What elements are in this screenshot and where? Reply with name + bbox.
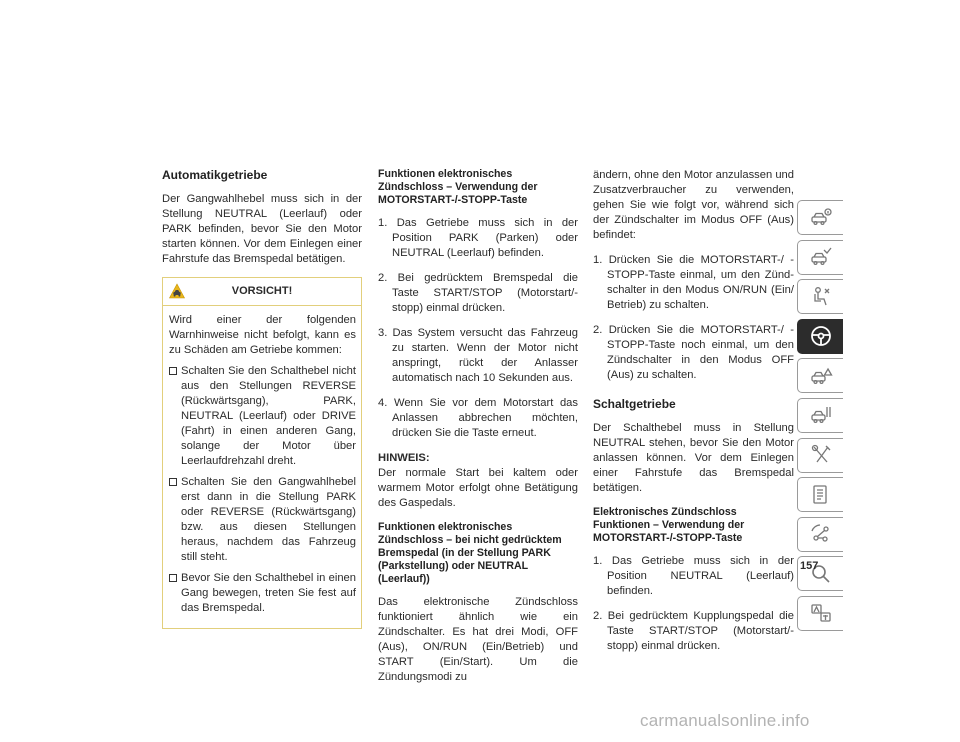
tab-languages[interactable]: [797, 596, 843, 631]
warning-bullet: Schalten Sie den Gangwahlhebel erst dann in die Stellung PARK oder REVERSE (Rückwärtsgang) bzw. aus diesen Stellungen heraus, nachdem das Fahrzeug still steht.: [169, 475, 356, 565]
languages-icon: [809, 601, 833, 625]
paragraph-ignition: Das elektronische Zündschloss funktioniert ähnlich wie ein Zündschalter. Es hat drei Modi, OFF (Aus), ON/RUN (Ein/Betrieb) und START (Ein/Start). Um die Zündungsmodi zu: [378, 596, 578, 683]
warning-bullet: Bevor Sie den Schalthebel in einen Gang bewegen, treten Sie fest auf das Bremspedal.: [169, 571, 356, 616]
tab-wrench[interactable]: [797, 438, 843, 473]
note-text: Der normale Start bei kaltem oder warmem Motor erfolgt ohne Betätigung des Gaspedals.: [378, 467, 578, 509]
list-item: 2. Bei gedrücktem Kupplungspedal die Taste START/STOP (Motorstart/-stopp) einmal drücken.: [593, 610, 794, 652]
warning-intro: Wird einer der folgenden Warnhinweise nicht befolgt, kann es zu Schäden am Getriebe kommen:: [169, 314, 356, 356]
tab-car-check[interactable]: [797, 240, 843, 275]
list-icon: [809, 483, 833, 507]
car-info-icon: [809, 206, 833, 230]
tab-car-info[interactable]: [797, 200, 843, 235]
list-item: 1. Das Getriebe muss sich in der Position NEUTRAL (Leerlauf) befinden.: [593, 555, 794, 597]
list-item: 2. Drücken Sie die MOTORSTART-/ -STOPP-Taste noch einmal, um den Zündschalter in den Modus OFF (Aus) zu schalten.: [593, 324, 794, 381]
list-item: 1. Das Getriebe muss sich in der Position PARK (Parken) oder NEUTRAL (Leerlauf) befinden.: [378, 217, 578, 259]
page-number: 157: [800, 560, 819, 572]
tab-steering-wheel[interactable]: [797, 319, 843, 354]
warning-body: [163, 306, 361, 628]
paragraph-automatik: Der Gangwahlhebel muss sich in der Stellung NEUTRAL (Leerlauf) oder PARK befinden, bevor Sie den Motor starten können. Vor dem Einlegen einer Fahrstufe das Bremspedal betätigen.: [162, 193, 362, 265]
heading-automatikgetriebe: Automatikgetriebe: [162, 168, 268, 182]
person-seat-icon: [809, 285, 833, 309]
paragraph-continued: ändern, ohne den Motor anzulassen und Zusatzverbraucher zu verwenden, gehen Sie wie folgt vor, während sich der Zündschalter im Modus OFF (Aus) befindet:: [593, 169, 794, 241]
column-2: [378, 168, 578, 695]
checkbox-bullet-icon: [169, 478, 177, 486]
car-warning-icon: [809, 364, 833, 388]
car-service-icon: [809, 403, 833, 427]
car-check-icon: [809, 245, 833, 269]
tab-list[interactable]: [797, 477, 843, 512]
steering-wheel-icon: [809, 324, 833, 348]
list-item: 3. Das System versucht das Fahrzeug zu starten. Wenn der Motor nicht anspringt, rückt der Anlasser automatisch nach 10 Sekunden aus.: [378, 327, 578, 384]
wrench-icon: [809, 443, 833, 467]
network-icon: [809, 522, 833, 546]
tab-person-seat[interactable]: [797, 279, 843, 314]
heading-start-stop: Funktionen elektronisches Zündschloss – Verwendung der MOTORSTART-/-STOPP-Taste: [378, 168, 538, 206]
list-item: 2. Bei gedrücktem Bremspedal die Taste START/STOP (Motorstart/-stopp) einmal drücken.: [378, 272, 578, 314]
warning-car-icon: [169, 283, 185, 299]
list-item: 1. Drücken Sie die MOTORSTART-/ -STOPP-Taste einmal, um den Zündschalter in den Modus ON/RUN (Ein/ Betrieb) zu schalten.: [593, 254, 794, 311]
note: [378, 451, 578, 511]
tab-network[interactable]: [797, 517, 843, 552]
tab-car-service[interactable]: [797, 398, 843, 433]
warning-bullet: Schalten Sie den Schalthebel nicht aus den Stellungen REVERSE (Rückwärtsgang), PARK, NEUTRAL (Leerlauf) oder DRIVE (Fahrt) in einen anderen Gang, solange der Motor über Leerlaufdrehzahl dreht.: [169, 364, 356, 469]
heading-manual-start-stop: Elektronisches Zündschloss Funktionen – Verwendung der MOTORSTART-/-STOPP-Taste: [593, 506, 745, 544]
warning-box: [162, 277, 362, 629]
list-item: 4. Wenn Sie vor dem Motorstart das Anlassen abbrechen möchten, drücken Sie die Taste erneut.: [378, 397, 578, 439]
column-1: [162, 168, 362, 629]
warning-header: [163, 278, 361, 306]
checkbox-bullet-icon: [169, 367, 177, 375]
checkbox-bullet-icon: [169, 574, 177, 582]
watermark: carmanualsonline.info: [640, 711, 810, 730]
column-3: [593, 168, 794, 664]
tab-car-warning[interactable]: [797, 358, 843, 393]
note-label: HINWEIS:: [378, 452, 430, 464]
heading-schaltgetriebe: Schaltgetriebe: [593, 397, 676, 411]
heading-no-brake: Funktionen elektronisches Zündschloss – bei nicht gedrücktem Bremspedal (in der Stellung PARK (Parkstellung) oder NEUTRAL (Leerlauf)): [378, 521, 562, 585]
warning-title: VORSICHT!: [231, 285, 293, 297]
paragraph-schaltgetriebe: Der Schalthebel muss in Stellung NEUTRAL stehen, bevor Sie den Motor anlassen können. Vor dem Einlegen einer Fahrstufe das Bremspedal betätigen.: [593, 422, 794, 494]
